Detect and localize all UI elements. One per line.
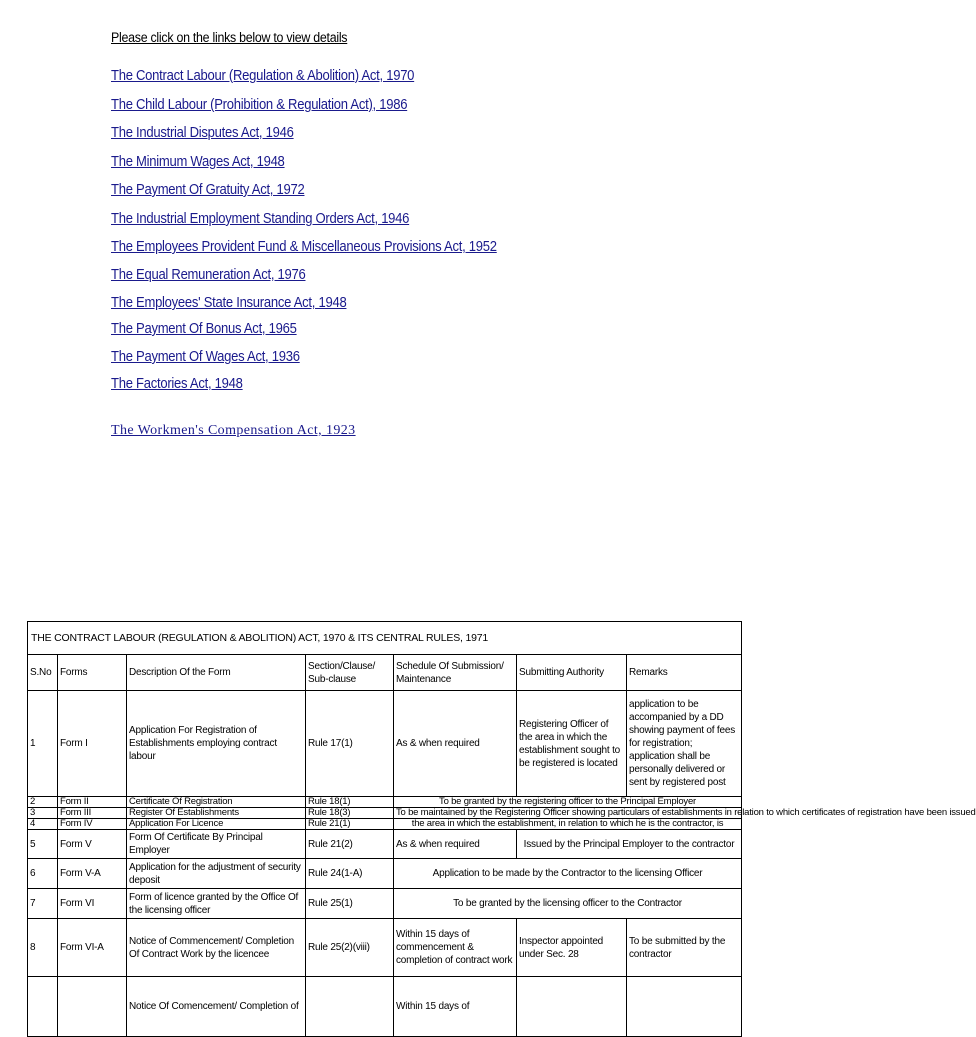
cell-schedule: Within 15 days of commencement & completion of contract work [394, 919, 517, 977]
cell-section [306, 977, 394, 1037]
cell-description: Application For Registration of Establishments employing contract labour [127, 691, 306, 797]
header-remarks: Remarks [627, 655, 742, 691]
link-workmens-compensation-act[interactable]: The Workmen's Compensation Act, 1923 [111, 423, 356, 438]
table-row [28, 808, 742, 819]
cell-form: Form V [58, 830, 127, 859]
link-contract-labour-act[interactable]: The Contract Labour (Regulation & Abolition) Act, 1970 [111, 68, 415, 84]
cell-form: Form IV [58, 819, 127, 830]
link-payment-of-bonus-act[interactable]: The Payment Of Bonus Act, 1965 [111, 321, 297, 337]
cell-merged-note: Issued by the Principal Employer to the contractor [517, 830, 742, 859]
header-sno: S.No [28, 655, 58, 691]
table-row [28, 919, 742, 977]
link-provident-fund-act[interactable]: The Employees Provident Fund & Miscellaneous Provisions Act, 1952 [111, 239, 497, 255]
cell-description: Certificate Of Registration [127, 797, 306, 808]
cell-form: Form I [58, 691, 127, 797]
cell-sno: 8 [28, 919, 58, 977]
link-minimum-wages-act[interactable]: The Minimum Wages Act, 1948 [111, 154, 285, 170]
table-header-row [28, 655, 742, 691]
cell-description: Form of licence granted by the Office Of the licensing officer [127, 889, 306, 919]
cell-sno: 1 [28, 691, 58, 797]
cell-sno: 3 [28, 808, 58, 819]
cell-authority [517, 977, 627, 1037]
table-row [28, 859, 742, 889]
cell-sno: 4 [28, 819, 58, 830]
cell-sno [28, 977, 58, 1037]
link-child-labour-act[interactable]: The Child Labour (Prohibition & Regulation Act), 1986 [111, 97, 408, 113]
cell-description: Application For Licence [127, 819, 306, 830]
cell-merged-note: To be maintained by the Registering Officer showing particulars of establishments in relation to which certificates of registration have been issued [394, 808, 742, 819]
header-authority: Submitting Authority [517, 655, 627, 691]
cell-schedule: As & when required [394, 830, 517, 859]
link-state-insurance-act[interactable]: The Employees' State Insurance Act, 1948 [111, 295, 347, 311]
cell-form [58, 977, 127, 1037]
link-payment-of-gratuity-act[interactable]: The Payment Of Gratuity Act, 1972 [111, 182, 305, 198]
forms-table-container [27, 621, 976, 1037]
link-industrial-disputes-act[interactable]: The Industrial Disputes Act, 1946 [111, 125, 294, 141]
cell-sno: 2 [28, 797, 58, 808]
cell-schedule: As & when required [394, 691, 517, 797]
cell-section: Rule 18(1) [306, 797, 394, 808]
link-standing-orders-act[interactable]: The Industrial Employment Standing Orders Act, 1946 [111, 211, 410, 227]
cell-form: Form VI [58, 889, 127, 919]
table-row [28, 977, 742, 1037]
cell-remarks [627, 977, 742, 1037]
header-section: Section/Clause/ Sub-clause [306, 655, 394, 691]
cell-form: Form III [58, 808, 127, 819]
cell-remarks: application to be accompanied by a DD showing payment of fees for registration; application shall be personally delivered or sent by registered post [627, 691, 742, 797]
cell-merged-note: Application to be made by the Contractor to the licensing Officer [394, 859, 742, 889]
cell-description: Notice of Commencement/ Completion Of Contract Work by the licencee [127, 919, 306, 977]
cell-section: Rule 18(3) [306, 808, 394, 819]
cell-form: Form VI-A [58, 919, 127, 977]
cell-section: Rule 25(1) [306, 889, 394, 919]
cell-section: Rule 21(1) [306, 819, 394, 830]
header-description: Description Of the Form [127, 655, 306, 691]
table-row [28, 889, 742, 919]
cell-description: Register Of Establishments [127, 808, 306, 819]
cell-description: Application for the adjustment of security deposit [127, 859, 306, 889]
cell-sno: 6 [28, 859, 58, 889]
cell-section: Rule 24(1-A) [306, 859, 394, 889]
link-payment-of-wages-act[interactable]: The Payment Of Wages Act, 1936 [111, 349, 300, 365]
cell-form: Form V-A [58, 859, 127, 889]
table-row [28, 819, 742, 830]
link-equal-remuneration-act[interactable]: The Equal Remuneration Act, 1976 [111, 267, 306, 283]
cell-description: Notice Of Comencement/ Completion of [127, 977, 306, 1037]
cell-description: Form Of Certificate By Principal Employer [127, 830, 306, 859]
cell-section: Rule 17(1) [306, 691, 394, 797]
table-row [28, 797, 742, 808]
cell-merged-note: To be granted by the licensing officer to the Contractor [394, 889, 742, 919]
table-row [28, 691, 742, 797]
forms-table [27, 621, 976, 1037]
cell-schedule: Within 15 days of [394, 977, 517, 1037]
cell-sno: 7 [28, 889, 58, 919]
link-factories-act[interactable]: The Factories Act, 1948 [111, 376, 243, 392]
table-title: THE CONTRACT LABOUR (REGULATION & ABOLITION) ACT, 1970 & ITS CENTRAL RULES, 1971 [28, 622, 742, 655]
cell-authority: Inspector appointed under Sec. 28 [517, 919, 627, 977]
instructions-text: Please click on the links below to view details [111, 30, 348, 45]
cell-remarks: To be submitted by the contractor [627, 919, 742, 977]
cell-merged-note: the area in which the establishment, in relation to which he is the contractor, is [394, 819, 742, 830]
cell-authority: Registering Officer of the area in which the establishment sought to be registered is located [517, 691, 627, 797]
header-schedule: Schedule Of Submission/ Maintenance [394, 655, 517, 691]
header-forms: Forms [58, 655, 127, 691]
cell-sno: 5 [28, 830, 58, 859]
cell-section: Rule 25(2)(viii) [306, 919, 394, 977]
cell-merged-note: To be granted by the registering officer to the Principal Employer [394, 797, 742, 808]
table-row [28, 830, 742, 859]
cell-form: Form II [58, 797, 127, 808]
cell-section: Rule 21(2) [306, 830, 394, 859]
